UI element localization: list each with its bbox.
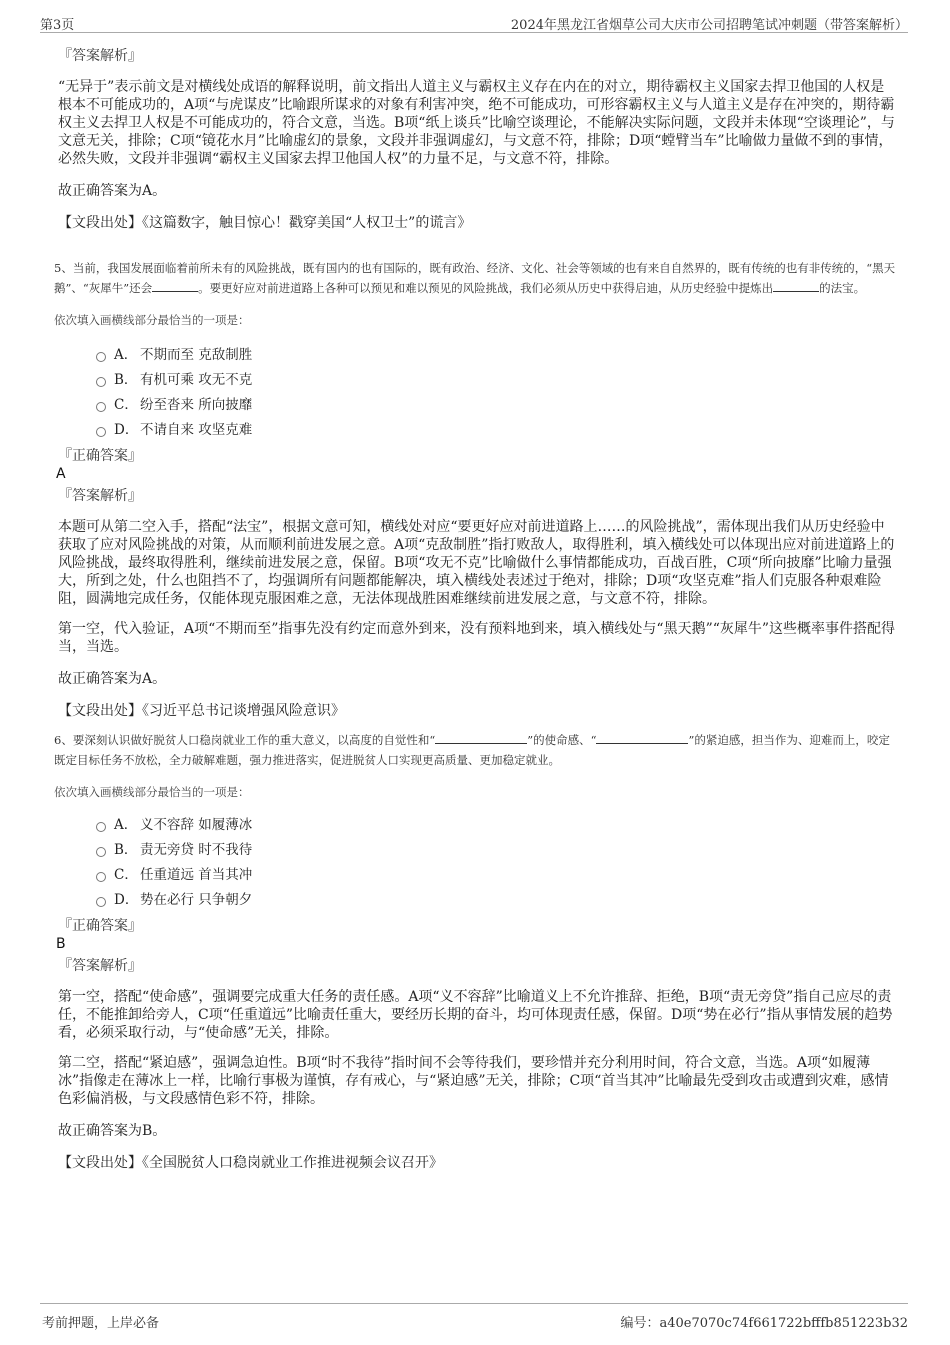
q5-blank-1 [152, 279, 198, 292]
page-number: 第3页 [40, 18, 75, 33]
page-footer [40, 1303, 908, 1330]
radio-icon[interactable] [96, 897, 106, 907]
q4-conclusion: 故正确答案为A。 [58, 183, 167, 199]
q5-blank-2 [773, 279, 819, 292]
q5-answer-tag: 『正确答案』 [58, 448, 142, 464]
q5-stem: 5、当前，我国发展面临着前所未有的风险挑战，既有国内的也有国际的，既有政治、经济、文化、社会等领域的也有来自自然界的，既有传统的也有非传统的，“黑天鹅”、“灰犀牛”还会 。要更好应对前进道路上各种可以预见和难以预见的风险挑战，我们必须从历史中获得启迪，从历史经验中提炼出 的法宝。 [54, 261, 896, 295]
q6-option-a[interactable]: A． 义不容辞 如履薄冰 [58, 816, 898, 841]
radio-icon[interactable] [96, 427, 106, 437]
q6-stem: 6、要深刻认识做好脱贫人口稳岗就业工作的重大意义，以高度的自觉性和“ ”的使命感、“ ”的紧迫感，担当作为、迎难而上，咬定既定目标任务不放松，全力破解难题，强力推进落实，促进脱贫人口实现更高质量、更加稳定就业。 [54, 733, 890, 767]
q6-options [58, 816, 898, 916]
radio-icon[interactable] [96, 352, 106, 362]
radio-icon[interactable] [96, 402, 106, 412]
document-title: 2024年黑龙江省烟草公司大庆市公司招聘笔试冲刺题（带答案解析） [510, 18, 908, 33]
q6-answer-tag: 『正确答案』 [58, 918, 142, 934]
q6-prompt: 依次填入画横线部分最恰当的一项是： [54, 785, 250, 799]
q6-option-d[interactable]: D． 势在必行 只争朝夕 [58, 891, 898, 916]
q4-analysis-tag: 『答案解析』 [58, 48, 142, 64]
q6-blank-1 [435, 731, 527, 744]
q5-option-b[interactable]: B． 有机可乘 攻无不克 [58, 371, 898, 396]
radio-icon[interactable] [96, 872, 106, 882]
q5-analysis-1: 本题可从第二空入手，搭配“法宝”，根据文意可知，横线处对应“要更好应对前进道路上……的风险挑战”，需体现出我们从历史经验中获取了应对风险挑战的对策，从而顺利前进发展之意。A项“克敌制胜”指打败敌人，取得胜利，填入横线处可以体现出应对前进道路上的风险挑战，最终取得胜利，继续前进发展之意，保留。B项“攻无不克”比喻做什么事情都能成功，百战百胜，C项“所向披靡”比喻力量强大，所到之处，什么也阻挡不了，均强调所有问题都能解决，填入横线处表述过于绝对，排除；D项“攻坚克难”指人们克服各种艰难险阻，圆满地完成任务，仅能体现克服困难之意，无法体现战胜困难继续前进发展之意，与文意不符，排除。 [58, 519, 895, 607]
q6-analysis-1: 第一空，搭配“使命感”，强调要完成重大任务的责任感。A项“义不容辞”比喻道义上不允许推辞、拒绝，B项“责无旁贷”指自己应尽的责任，不能推卸给旁人，C项“任重道远”比喻责任重大，要经历长期的奋斗，均可体现责任感，保留。D项“势在必行”指从事情发展的趋势看，必须采取行动，与“使命感”无关，排除。 [58, 989, 893, 1041]
page-header [40, 12, 908, 33]
q5-answer: A [56, 466, 66, 482]
q5-option-c[interactable]: C． 纷至沓来 所向披靡 [58, 396, 898, 421]
footer-slogan: 考前押题，上岸必备 [42, 1316, 160, 1331]
q4-analysis: “无异于”表示前文是对横线处成语的解释说明，前文指出人道主义与霸权主义存在内在的对立，期待霸权主义国家去捍卫他国的人权是根本不可能成功的，A项“与虎谋皮”比喻跟所谋求的对象有利害冲突，绝不可能成功，可形容霸权主义与人道主义是存在冲突的，期待霸权主义去捍卫人权是不可能成功的，符合文意，当选。B项“纸上谈兵”比喻空谈理论，不能解决实际问题，文段并未体现“空谈理论”，与文意无关，排除；C项“镜花水月”比喻虚幻的景象，文段并非强调虚幻，与文意不符，排除；D项“螳臂当车”比喻做力量做不到的事情，必然失败，文段并非强调“霸权主义国家去捍卫他国人权”的力量不足，与文意不符，排除。 [58, 79, 895, 167]
q6-blank-2 [596, 731, 688, 744]
q5-conclusion: 故正确答案为A。 [58, 671, 167, 687]
q5-analysis-2: 第一空，代入验证，A项“不期而至”指事先没有约定而意外到来，没有预料地到来，填入横线处与“黑天鹅”“灰犀牛”这些概率事件搭配得当，当选。 [58, 621, 896, 655]
q5-analysis-tag: 『答案解析』 [58, 488, 142, 504]
q5-prompt: 依次填入画横线部分最恰当的一项是： [54, 313, 250, 327]
q5-option-a[interactable]: A． 不期而至 克敌制胜 [58, 346, 898, 371]
q6-answer: B [56, 936, 66, 952]
q6-option-b[interactable]: B． 责无旁贷 时不我待 [58, 841, 898, 866]
q6-conclusion: 故正确答案为B。 [58, 1123, 167, 1139]
q6-analysis-tag: 『答案解析』 [58, 958, 142, 974]
q5-source: 【文段出处】《习近平总书记谈增强风险意识》 [58, 703, 345, 719]
q6-source: 【文段出处】《全国脱贫人口稳岗就业工作推进视频会议召开》 [58, 1155, 443, 1171]
radio-icon[interactable] [96, 377, 106, 387]
document-id: 编号：a40e7070c74f661722bfffb851223b32 [620, 1316, 908, 1331]
radio-icon[interactable] [96, 822, 106, 832]
q5-options [58, 346, 898, 446]
q5-option-d[interactable]: D． 不请自来 攻坚克难 [58, 421, 898, 446]
q6-option-c[interactable]: C． 任重道远 首当其冲 [58, 866, 898, 891]
radio-icon[interactable] [96, 847, 106, 857]
q4-source: 【文段出处】《这篇数字，触目惊心！戳穿美国“人权卫士”的谎言》 [58, 215, 472, 231]
q6-analysis-2: 第二空，搭配“紧迫感”，强调急迫性。B项“时不我待”指时间不会等待我们，要珍惜并充分利用时间，符合文意，当选。A项“如履薄冰”指像走在薄冰上一样，比喻行事极为谨慎，存有戒心，与“紧迫感”无关，排除；C项“首当其冲”比喻最先受到攻击或遭到灾难，感情色彩偏消极，与文段感情色彩不符，排除。 [58, 1055, 889, 1107]
document-body [54, 42, 898, 1172]
